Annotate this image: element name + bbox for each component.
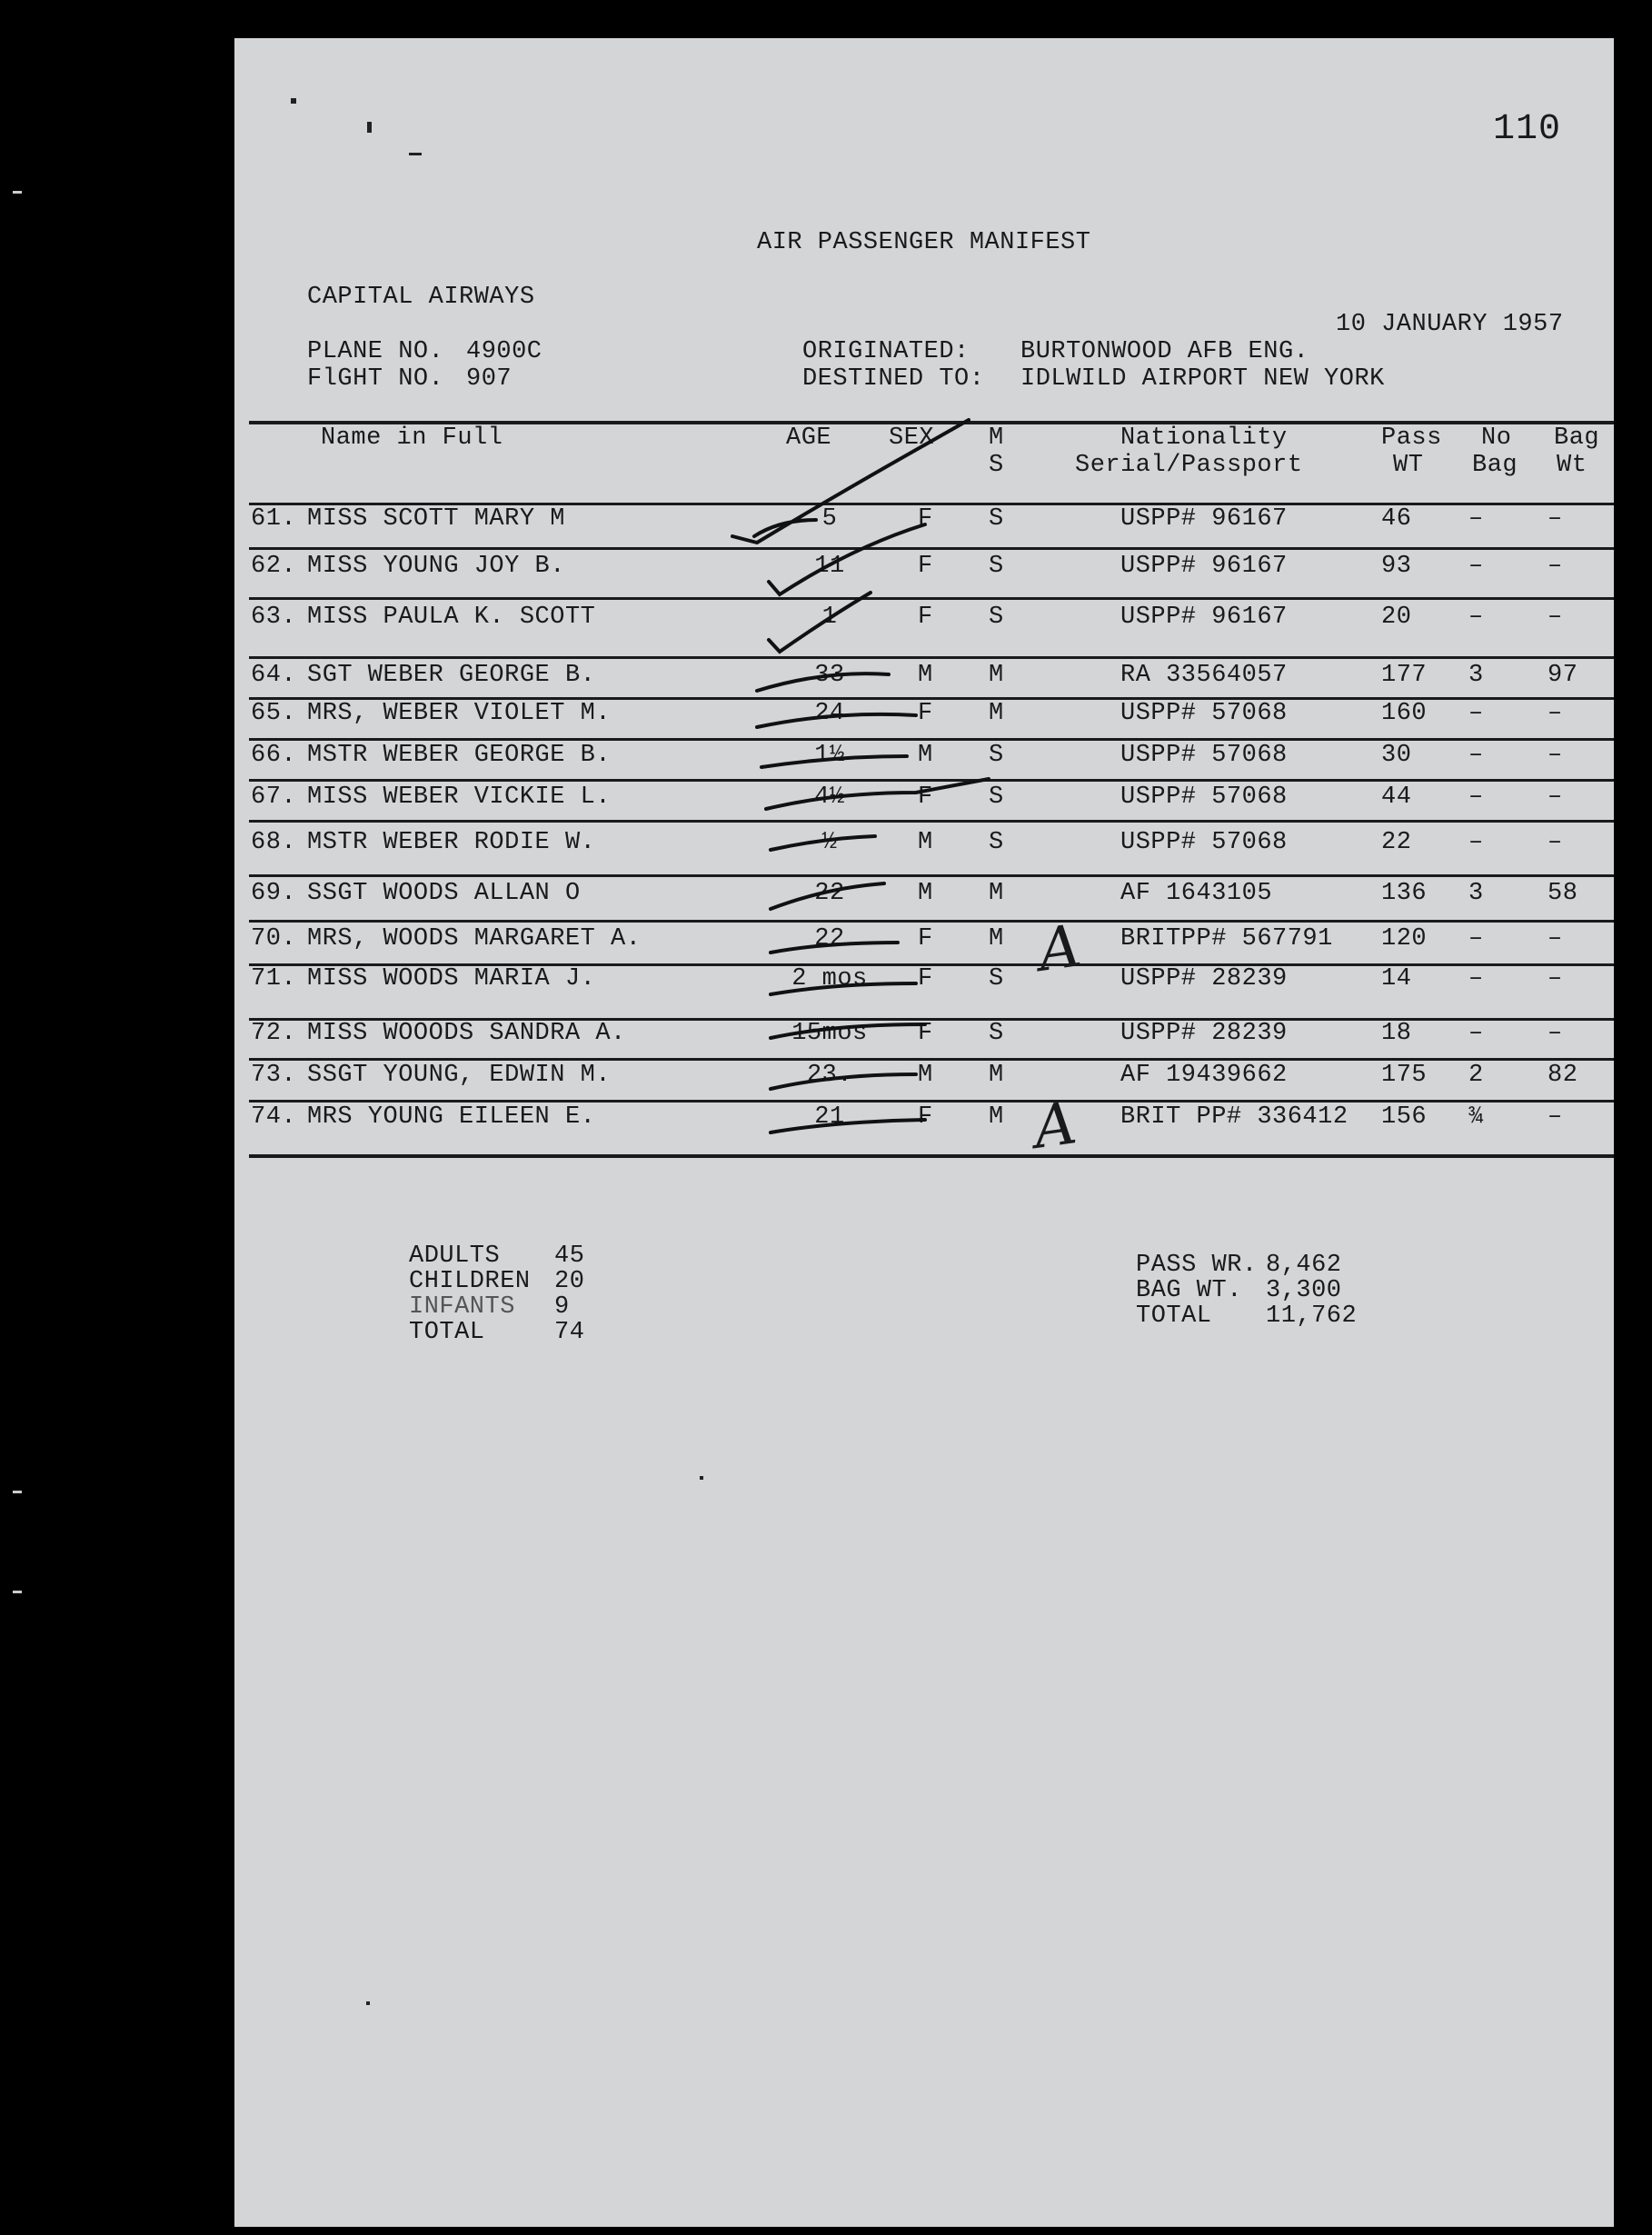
- row-number: 69.: [251, 880, 297, 907]
- bag-weight: 97: [1548, 662, 1578, 689]
- no-bag: –: [1468, 829, 1484, 856]
- scan-edge-mark: [13, 191, 22, 194]
- totals-value: 20: [554, 1268, 585, 1295]
- passport-number: USPP# 57068: [1120, 742, 1288, 769]
- passport-number: USPP# 57068: [1120, 829, 1288, 856]
- passenger-age: 15mos: [791, 1020, 868, 1047]
- passenger-name: MISS SCOTT MARY M: [307, 505, 565, 533]
- passenger-age: 2 mos: [791, 965, 868, 993]
- plane-number: 4900C: [466, 338, 542, 365]
- passenger-sex: M: [918, 1062, 933, 1089]
- passenger-age: 24: [814, 700, 845, 727]
- marital-status: S: [989, 553, 1004, 580]
- pass-weight: 46: [1381, 505, 1412, 533]
- totals-label: INFANTS: [409, 1293, 515, 1321]
- passenger-name: MSTR WEBER RODIE W.: [307, 829, 596, 856]
- row-number: 66.: [251, 742, 297, 769]
- passenger-name: MRS, WOODS MARGARET A.: [307, 925, 642, 953]
- no-bag: –: [1468, 783, 1484, 811]
- passport-number: AF 1643105: [1120, 880, 1273, 907]
- no-bag: –: [1468, 1020, 1484, 1047]
- passenger-age: 5: [821, 505, 838, 533]
- marital-status: M: [989, 1103, 1004, 1131]
- no-bag: –: [1468, 505, 1484, 533]
- passenger-age: 21: [814, 1103, 845, 1131]
- passenger-name: MISS WOODS MARIA J.: [307, 965, 596, 993]
- bag-weight: –: [1548, 1020, 1563, 1047]
- passenger-sex: F: [918, 1103, 933, 1131]
- no-bag: 2: [1468, 1062, 1484, 1089]
- passport-number: USPP# 28239: [1120, 965, 1288, 993]
- passenger-name: MRS YOUNG EILEEN E.: [307, 1103, 596, 1131]
- col-bagwt-top: Bag: [1554, 424, 1600, 452]
- passenger-name: MISS WEBER VICKIE L.: [307, 783, 612, 811]
- passenger-sex: M: [918, 742, 933, 769]
- bag-weight: –: [1548, 965, 1563, 993]
- marital-status: M: [989, 880, 1004, 907]
- passenger-age: 11: [814, 553, 845, 580]
- row-number: 73.: [251, 1062, 297, 1089]
- row-number: 65.: [251, 700, 297, 727]
- stray-mark: [366, 2001, 370, 2005]
- pass-weight: 120: [1381, 925, 1428, 953]
- scan-edge-mark: [13, 1591, 22, 1593]
- row-number: 64.: [251, 662, 297, 689]
- row-number: 70.: [251, 925, 297, 953]
- passenger-age: 4½: [814, 783, 845, 811]
- col-nobag-top: No: [1481, 424, 1512, 452]
- passport-number: USPP# 57068: [1120, 783, 1288, 811]
- bag-weight: –: [1548, 1103, 1563, 1131]
- no-bag: –: [1468, 925, 1484, 953]
- stray-mark: [291, 98, 296, 104]
- no-bag: 3: [1468, 662, 1484, 689]
- marital-status: M: [989, 925, 1004, 953]
- totals-value: 45: [554, 1242, 585, 1270]
- totals-label: TOTAL: [1136, 1302, 1212, 1330]
- totals-value: 74: [554, 1319, 585, 1346]
- bag-weight: –: [1548, 553, 1563, 580]
- passenger-name: MISS YOUNG JOY B.: [307, 553, 565, 580]
- passenger-sex: M: [918, 880, 933, 907]
- col-nationality: Nationality: [1120, 424, 1288, 452]
- row-number: 63.: [251, 604, 297, 631]
- passenger-sex: F: [918, 604, 933, 631]
- bag-weight: 82: [1548, 1062, 1578, 1089]
- pass-weight: 136: [1381, 880, 1428, 907]
- totals-label: PASS WR.: [1136, 1252, 1258, 1279]
- passenger-sex: F: [918, 700, 933, 727]
- scan-edge-mark: [13, 1491, 22, 1493]
- col-bagwt-bottom: Wt: [1557, 452, 1587, 479]
- passenger-sex: F: [918, 1020, 933, 1047]
- plane-label: PLANE NO.: [307, 338, 444, 365]
- no-bag: –: [1468, 604, 1484, 631]
- pass-weight: 30: [1381, 742, 1412, 769]
- passenger-age: 23.: [806, 1062, 853, 1089]
- stray-mark: [367, 122, 372, 133]
- pass-weight: 14: [1381, 965, 1412, 993]
- bag-weight: –: [1548, 700, 1563, 727]
- row-number: 62.: [251, 553, 297, 580]
- totals-value: 11,762: [1266, 1302, 1358, 1330]
- passenger-name: SSGT YOUNG, EDWIN M.: [307, 1062, 612, 1089]
- totals-label: ADULTS: [409, 1242, 501, 1270]
- originated-value: BURTONWOOD AFB ENG.: [1020, 338, 1309, 365]
- pass-weight: 22: [1381, 829, 1412, 856]
- col-serial-passport: Serial/Passport: [1075, 452, 1303, 479]
- passenger-name: SGT WEBER GEORGE B.: [307, 662, 596, 689]
- row-number: 71.: [251, 965, 297, 993]
- col-name: Name in Full: [321, 424, 503, 452]
- passenger-name: MISS WOOODS SANDRA A.: [307, 1020, 626, 1047]
- totals-label: BAG WT.: [1136, 1277, 1242, 1304]
- bag-weight: –: [1548, 783, 1563, 811]
- passenger-sex: M: [918, 662, 933, 689]
- pass-weight: 18: [1381, 1020, 1412, 1047]
- bag-weight: 58: [1548, 880, 1578, 907]
- col-ms-bottom: S: [989, 452, 1004, 479]
- bag-weight: –: [1548, 829, 1563, 856]
- passenger-age: 1: [821, 604, 838, 631]
- totals-label: TOTAL: [409, 1319, 485, 1346]
- no-bag: –: [1468, 553, 1484, 580]
- marital-status: S: [989, 742, 1004, 769]
- passport-number: AF 19439662: [1120, 1062, 1288, 1089]
- marital-status: S: [989, 505, 1004, 533]
- col-age: AGE: [786, 424, 832, 452]
- row-number: 74.: [251, 1103, 297, 1131]
- pass-weight: 20: [1381, 604, 1412, 631]
- passenger-sex: M: [918, 829, 933, 856]
- passenger-age: 33: [814, 662, 845, 689]
- flight-number: 907: [466, 365, 513, 393]
- col-pass-bottom: WT: [1393, 452, 1424, 479]
- totals-value: 3,300: [1266, 1277, 1342, 1304]
- pass-weight: 44: [1381, 783, 1412, 811]
- col-pass-top: Pass: [1381, 424, 1442, 452]
- no-bag: –: [1468, 700, 1484, 727]
- handwritten-annotation: A: [1030, 1090, 1081, 1162]
- destined-value: IDLWILD AIRPORT NEW YORK: [1020, 365, 1385, 393]
- bag-weight: –: [1548, 505, 1563, 533]
- passenger-sex: F: [918, 783, 933, 811]
- no-bag: –: [1468, 742, 1484, 769]
- table-bottom-rule: [249, 1154, 1614, 1158]
- manifest-page: [234, 38, 1614, 2227]
- no-bag: –: [1468, 965, 1484, 993]
- passport-number: USPP# 96167: [1120, 505, 1288, 533]
- passenger-sex: F: [918, 965, 933, 993]
- marital-status: S: [989, 783, 1004, 811]
- row-number: 67.: [251, 783, 297, 811]
- stray-mark: [700, 1476, 703, 1480]
- passport-number: BRITPP# 567791: [1120, 925, 1333, 953]
- passenger-age: 1½: [814, 742, 845, 769]
- col-ms-top: M: [989, 424, 1004, 452]
- row-number: 68.: [251, 829, 297, 856]
- passenger-name: SSGT WOODS ALLAN O: [307, 880, 581, 907]
- passport-number: USPP# 57068: [1120, 700, 1288, 727]
- document-title: AIR PASSENGER MANIFEST: [757, 229, 1091, 256]
- passenger-name: MRS, WEBER VIOLET M.: [307, 700, 612, 727]
- page-number: 110: [1493, 109, 1562, 150]
- totals-label: CHILDREN: [409, 1268, 531, 1295]
- passport-number: BRIT PP# 336412: [1120, 1103, 1348, 1131]
- marital-status: M: [989, 662, 1004, 689]
- pass-weight: 160: [1381, 700, 1428, 727]
- totals-value: 8,462: [1266, 1252, 1342, 1279]
- totals-value: 9: [554, 1293, 570, 1321]
- col-sex: SEX: [889, 424, 935, 452]
- passenger-age: 22: [814, 925, 845, 953]
- handwritten-annotation: A: [1034, 913, 1086, 985]
- originated-label: ORIGINATED:: [802, 338, 970, 365]
- passenger-sex: F: [918, 505, 933, 533]
- no-bag: ¾: [1468, 1103, 1484, 1131]
- stray-mark: [409, 153, 422, 155]
- flight-label: FlGHT NO.: [307, 365, 444, 393]
- bag-weight: –: [1548, 742, 1563, 769]
- pass-weight: 156: [1381, 1103, 1428, 1131]
- pass-weight: 175: [1381, 1062, 1428, 1089]
- airline-name: CAPITAL AIRWAYS: [307, 284, 535, 311]
- marital-status: S: [989, 829, 1004, 856]
- passport-number: USPP# 28239: [1120, 1020, 1288, 1047]
- passenger-age: ½: [821, 829, 838, 856]
- row-number: 61.: [251, 505, 297, 533]
- marital-status: S: [989, 965, 1004, 993]
- marital-status: M: [989, 1062, 1004, 1089]
- passport-number: USPP# 96167: [1120, 553, 1288, 580]
- passenger-name: MISS PAULA K. SCOTT: [307, 604, 596, 631]
- bag-weight: –: [1548, 925, 1563, 953]
- pass-weight: 177: [1381, 662, 1428, 689]
- destined-label: DESTINED TO:: [802, 365, 985, 393]
- passenger-sex: F: [918, 553, 933, 580]
- passport-number: USPP# 96167: [1120, 604, 1288, 631]
- manifest-date: 10 JANUARY 1957: [1336, 311, 1564, 338]
- marital-status: S: [989, 604, 1004, 631]
- row-number: 72.: [251, 1020, 297, 1047]
- passenger-sex: F: [918, 925, 933, 953]
- bag-weight: –: [1548, 604, 1563, 631]
- passenger-name: MSTR WEBER GEORGE B.: [307, 742, 612, 769]
- marital-status: M: [989, 700, 1004, 727]
- no-bag: 3: [1468, 880, 1484, 907]
- passenger-age: 22: [814, 880, 845, 907]
- passport-number: RA 33564057: [1120, 662, 1288, 689]
- pass-weight: 93: [1381, 553, 1412, 580]
- marital-status: S: [989, 1020, 1004, 1047]
- col-nobag-bottom: Bag: [1472, 452, 1518, 479]
